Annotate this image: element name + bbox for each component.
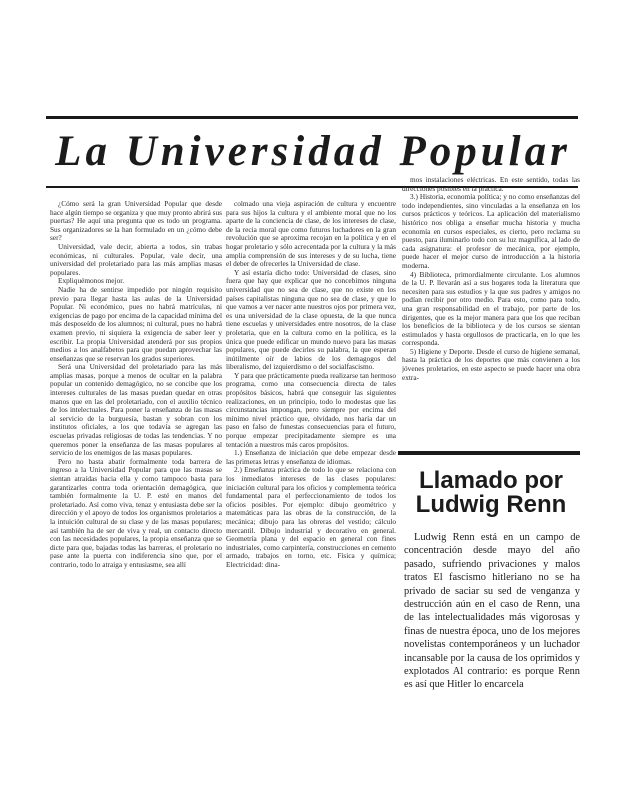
box-title-line: Ludwig Renn — [415, 491, 567, 518]
paragraph: 3.) Historia, economía política; y no como enseñanzas del todo independientes, sino vinculadas a la enseñanza en los cursos prácticos y teóricos. La aplicación del materialismo histórico nos obliga a enseñar mucha historia y mucha economía en cursos especiales, es cierto, pero reclama su puesto, para iluminarlo todo con su luz magnífica, al lado de cada asignatura: el profesor de mecánica, por ejemplo, puede hacer el mejor curso de introducción a la historia moderna. — [402, 192, 580, 270]
paragraph: Y para que prácticamente pueda realizarse tan hermoso programa, como una consecuencia directa de tales propósitos básicos, habrá que conseguir las siguientes realizaciones, en un principio, todo lo modestas que las circunstancias impongan, pero siempre por encima del mínimo nivel práctico que, olvidado, nos haría dar un paso en falso de funestas consecuencias para el futuro, porque empezar precipitadamente siempre es una tentación a nuestros más caros propósitos. — [226, 370, 396, 449]
paragraph: Expliquémonos mejor. — [58, 276, 125, 286]
paragraph: Y así estaría dicho todo: Universidad de clases, sino fuera que hay que explicar que no concebimos ninguna universidad que no sea de clase, que no existe en los países capitalistas ninguna que no sea de clase, y que lo que vamos a ver nacer ante nuestros ojos por primera vez, es una universidad de la clase opuesta, de la que nunca tiene escuelas y universidades entre nosotros, de la clase proletaria, que en la cultura como en la política, es la única que puede edificar un mundo nuevo para las masas populares, que puede decirles su palabra, la que esperan inútilmente oír de labios de los demagogos del liberalismo, del izquierdismo o del socialfascismo. — [226, 267, 396, 372]
article-column-3 — [402, 176, 580, 444]
box-top-rule — [398, 451, 580, 455]
paragraph: Pero no basta abatir formalmente toda barrera de ingreso a la Universidad Popular para que las masas se sientan atraídas hacia ella y como tampoco basta para garantizarles contra toda orientación demagógica, que también formalmente la U. P. esté en manos del proletariado. Así como viva, tenaz y entusiasta debe ser la dirección y el apoyo de todos los organismos proletarios a la intuición cultural de su clase y de las masas populares; así también ha de ser de viva y real, un contacto directo con las necesidades populares, la propia enseñanza que se dicte para que, bajadas todas las barreras, el proletario no pase ante la puerta con indiferencia sino que, por el contrario, todo lo atraiga y entusiasme, sea allí — [50, 456, 222, 569]
box-title — [402, 469, 580, 517]
box-title-line: Llamado por — [418, 467, 563, 494]
paragraph: Universidad, vale decir, abierta a todos, sin trabas económicas, ni culturales. Popular, vale decir, una universidad del proletariado para las más amplias masas populares. — [50, 241, 222, 277]
paragraph: 1.) Enseñanza de iniciación que debe empezar desde las primeras letras y enseñanza de idiomas. — [226, 448, 396, 466]
article-column-1 — [50, 200, 222, 765]
article-column-2 — [226, 200, 396, 765]
paragraph: 4) Biblioteca, primordialmente circulante. Los alumnos de la U. P. llevarán así a sus hogares toda la literatura que necesiten para sus estudios y la que sus padres y amigos no podían recibir por otro medio. Para esto, como para todo, una gran responsabilidad en el trabajo, por parte de los dirigentes, que es la mejor manera para que los que reciban los beneficios de la biblioteca y de los cursos se sientan estimulados y hasta orgullosos de practicarla, en lo que les corresponda. — [402, 269, 580, 348]
paragraph: Será una Universidad del proletariado para las más amplias masas, porque a menos de ocultar en la palabra popular un contenido demagógico, no se concibe que los intereses culturales de las masas puedan quedar en otras manos que en las del proletariado, con el auxilio técnico de los intelectuales. Para poner la enseñanza de las masas al servicio de la burguesía, bastan y sobran con los institutos oficiales, a los que todavía se agregan las escuelas privadas religiosas de todas las tendencias. Y no queremos poner la enseñanza de las masas populares al servicio de los enemigos de las masas populares. — [50, 362, 222, 458]
paragraph: Ludwig Renn está en un campo de concentración desde mayo del año pasado, sufriendo privaciones y malos tratos El fascismo hitleriano no se ha privado de saciar su sed de venganza y destrucción aún en el caso de Renn, una de las intelectualidades más vigorosas y finas de nuestra época, uno de los mejores novelistas contemporáneos y un luchador incansable por la causa de los oprimidos y explotados Al contrario: es porque Renn es así que Hitler lo encarcela — [404, 532, 580, 691]
renn-article-box — [398, 451, 580, 771]
paragraph: 2.) Enseñanza práctica de todo lo que se relaciona con los inmediatos intereses de las clases populares: iniciación cultural para los oficios y complementa teórica fundamental para el perfeccionamiento de todos los oficios posibles. Por ejemplo: dibujo geométrico y matemáticas para las obras de la construcción, de la mecánica; dibujo para las obreras del vestido; cálculo mercantil. Dibujo industrial y decorativo en general. Geometría plana y del espacio en general con fines industriales, como carpintería, construcciones en cemento armado, trabajos en torno, etc. Física y química; Electricidad: dina- — [226, 465, 396, 569]
box-body — [404, 531, 580, 767]
paragraph: ¿Cómo será la gran Universidad Popular que desde hace algún tiempo se organiza y que muy pronto abrirá sus puertas? He aquí una pregunta que es todo un programa. Sus organizadores se la han formulado en un ¿cómo debe ser? — [50, 200, 222, 243]
page-title: La Universidad Popular — [55, 128, 571, 175]
headline-top-rule — [46, 116, 578, 119]
paragraph: mos instalaciones eléctricas. En este sentido, todas las direcciones posibles en la práctica. — [402, 176, 580, 193]
paragraph: Nadie ha de sentirse impedido por ningún requisito previo para llegar hasta las aulas de la Universidad Popular. Ni económico, pues no habrá matrículas, ni exigencias de pago por encima de la capacidad mínima del más desposeído de los alumnos; ni cultural, pues no habrá examen previo, ni siquiera la exigencia de saber leer y escribir. La propia Universidad atenderá por sus propios medios a los analfabetos para que puedan aprovechar las enseñanzas que se reservan los grados superiores. — [50, 284, 222, 363]
paragraph: colmado una vieja aspiración de cultura y encuentre para sus hijos la cultura y el ambiente moral que no los aparte de la conciencia de clase, de los intereses de clase, de la recia moral que como futuros luchadores en la gran revolución que se aproxima recojan en la política y en el hogar proletario y sólo acrecentada por la cultura y la más amplia comprensión de sus intereses y de su lucha, tiene el deber de ofrecerles la Universidad de clase. — [226, 200, 396, 269]
paragraph: 5) Higiene y Deporte. Desde el curso de higiene semanal, hasta la práctica de los deportes que más convienen a los jóvenes proletarios, en este aspecto se puede hacer una obra extra- — [402, 346, 580, 382]
